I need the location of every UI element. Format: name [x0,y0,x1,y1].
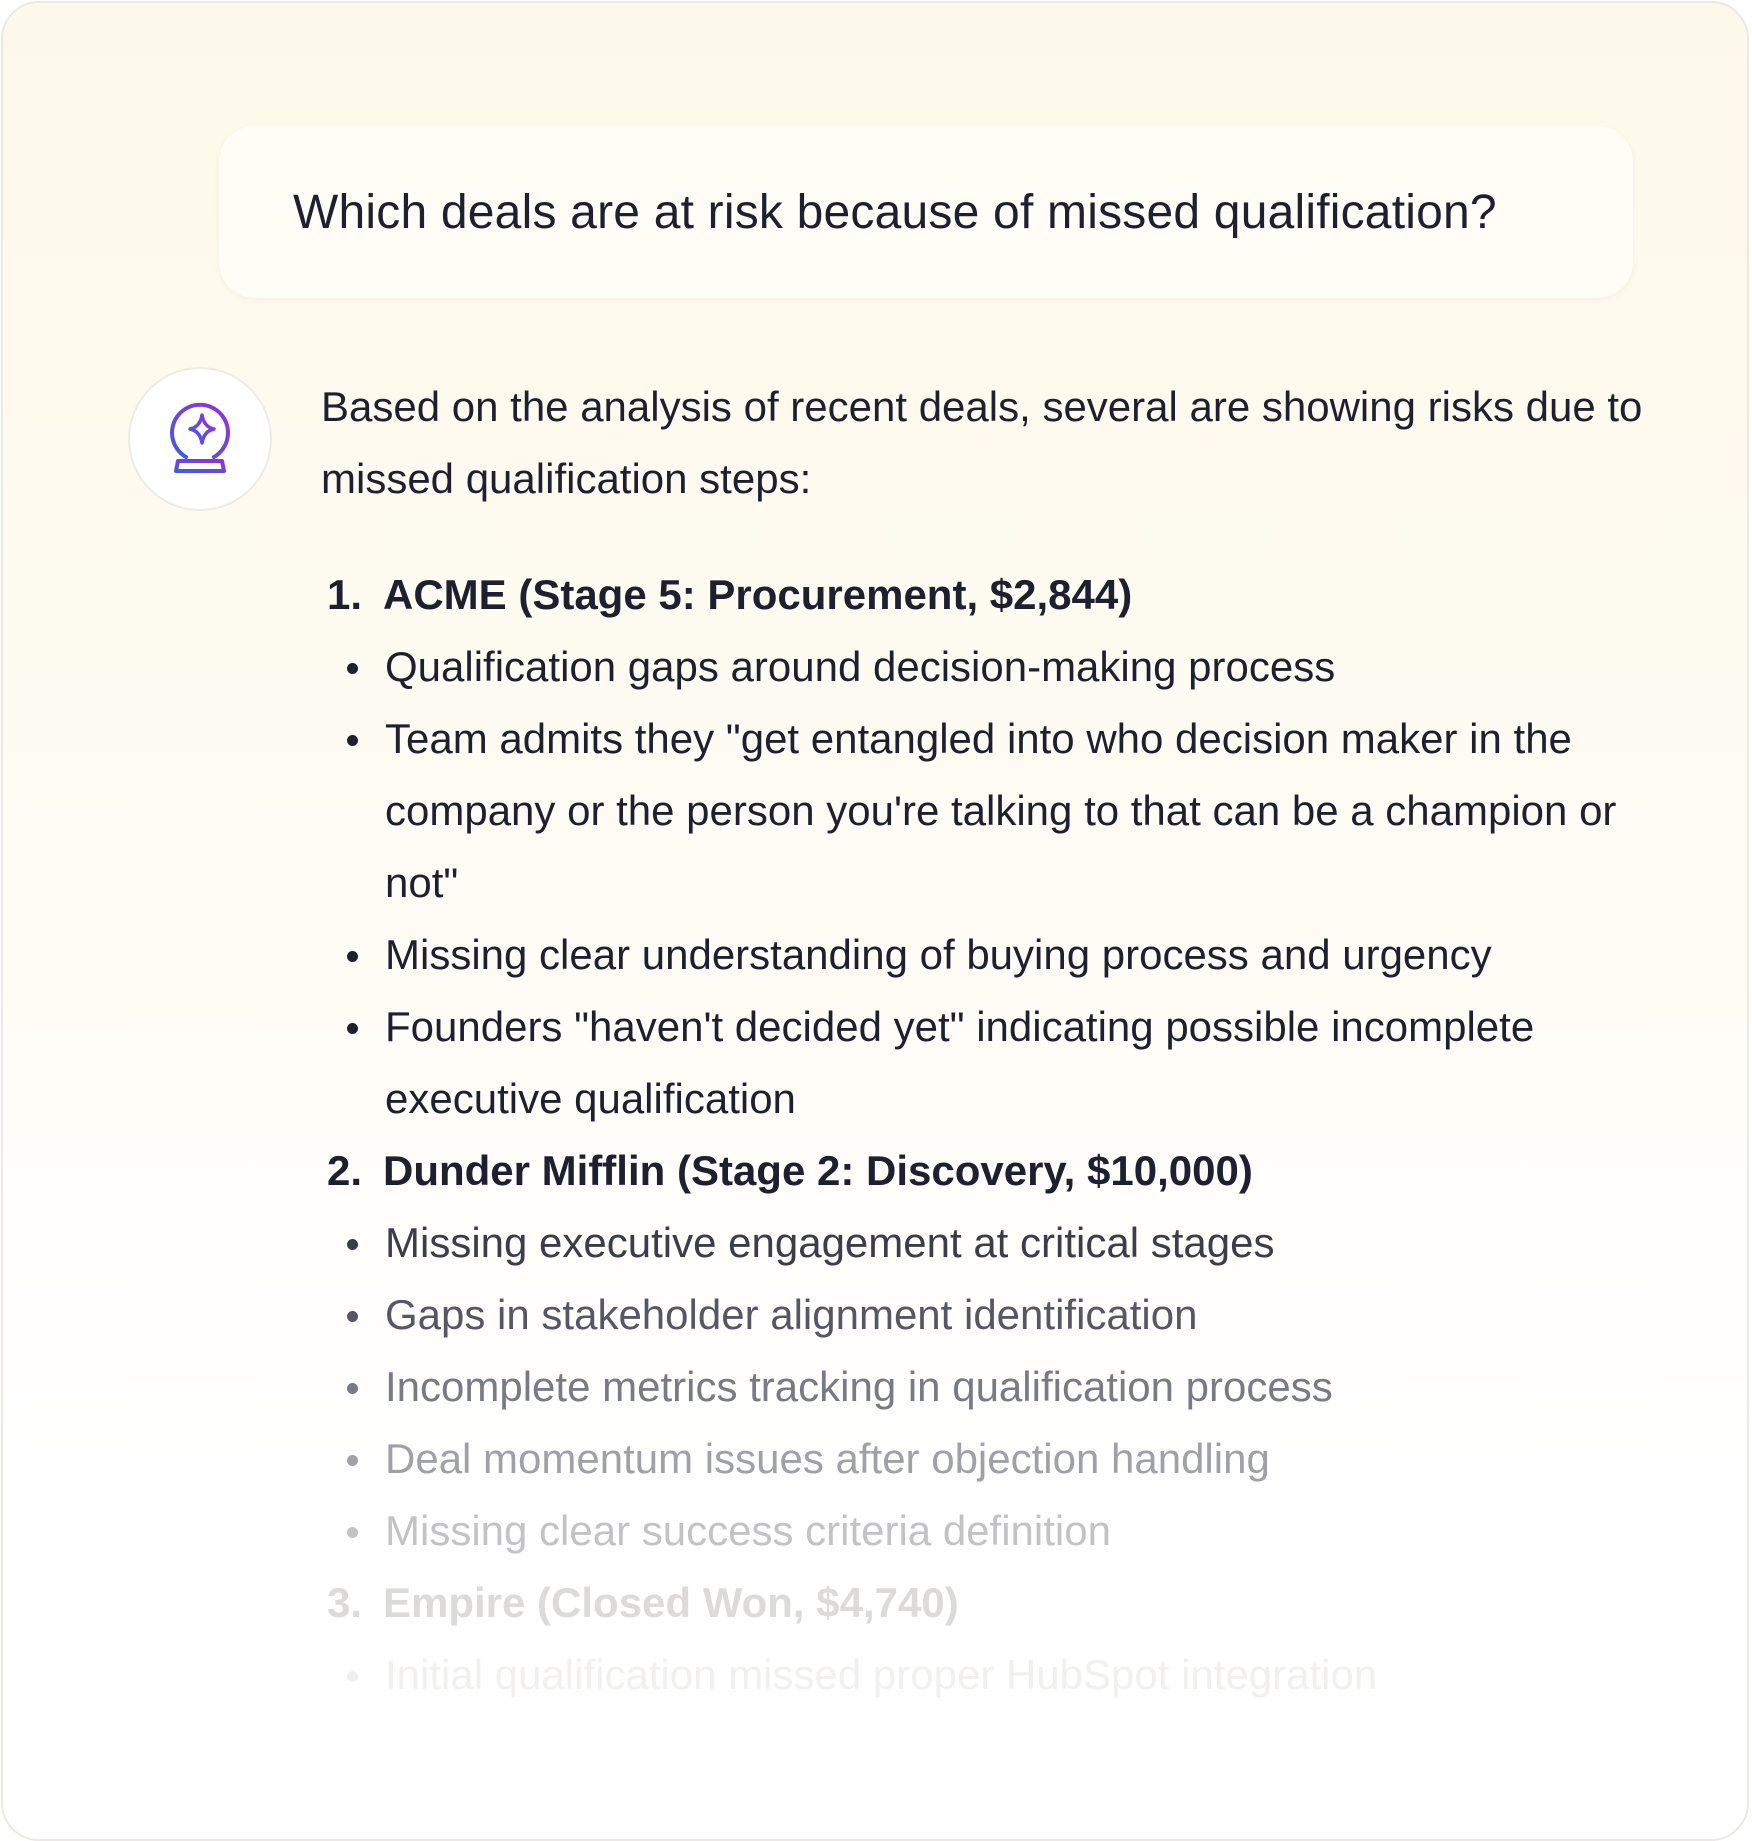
risk-bullet [321,1207,1651,1279]
deal-number: 1. [327,571,363,618]
deal-item [321,1135,1651,1567]
user-question-text: Which deals are at risk because of missed qualification? [293,185,1497,239]
assistant-response [321,371,1651,1711]
deal-heading [327,1135,1651,1207]
deal-item [321,559,1651,1135]
bullet-dot [321,1495,385,1567]
bullet-dot [321,703,385,919]
crystal-ball-sparkle-icon [164,399,236,479]
deal-heading [327,559,1651,631]
deal-risk-list [321,1207,1651,1567]
bullet-dot [321,1423,385,1495]
risk-bullet [321,703,1651,919]
deal-item [321,1567,1651,1711]
deal-number: 2. [327,1147,363,1194]
bullet-dot [321,631,385,703]
risk-text: Founders "haven't decided yet" indicating possible incomplete executive qualification [385,1003,1535,1122]
risk-bullet [321,1423,1651,1495]
risk-text: Team admits they "get entangled into who decision maker in the company or the person you're talking to that can be a champion or not" [385,715,1617,906]
bullet-dot [321,1207,385,1279]
deal-risk-list [321,1639,1651,1711]
risk-text: Missing executive engagement at critical stages [385,1219,1275,1266]
deal-number: 3. [327,1579,363,1626]
deal-title: Empire (Closed Won, $4,740) [383,1579,959,1626]
risk-text: Missing clear understanding of buying process and urgency [385,931,1492,978]
risk-bullet [321,1495,1651,1567]
risk-text: Initial qualification missed proper HubSpot integration [385,1651,1378,1698]
risk-bullet [321,919,1651,991]
bullet-dot [321,1639,385,1711]
bullet-dot [321,919,385,991]
deal-title: Dunder Mifflin (Stage 2: Discovery, $10,000) [383,1147,1253,1194]
bullet-dot [321,991,385,1135]
risk-text: Missing clear success criteria definition [385,1507,1111,1554]
deal-title: ACME (Stage 5: Procurement, $2,844) [383,571,1133,618]
chat-card [1,1,1749,1841]
risk-text: Deal momentum issues after objection handling [385,1435,1270,1482]
bullet-dot [321,1351,385,1423]
response-intro: Based on the analysis of recent deals, several are showing risks due to missed qualification steps: [321,383,1643,502]
risk-text: Gaps in stakeholder alignment identification [385,1291,1198,1338]
risk-text: Incomplete metrics tracking in qualification process [385,1363,1333,1410]
deal-risk-list [321,631,1651,1135]
risk-bullet [321,1351,1651,1423]
risk-bullet [321,991,1651,1135]
bullet-dot [321,1279,385,1351]
risk-bullet [321,1639,1651,1711]
risk-text: Qualification gaps around decision-making process [385,643,1336,690]
assistant-avatar [128,367,272,511]
user-message-bubble [219,126,1633,298]
deal-heading [327,1567,1651,1639]
risk-bullet [321,631,1651,703]
risk-bullet [321,1279,1651,1351]
